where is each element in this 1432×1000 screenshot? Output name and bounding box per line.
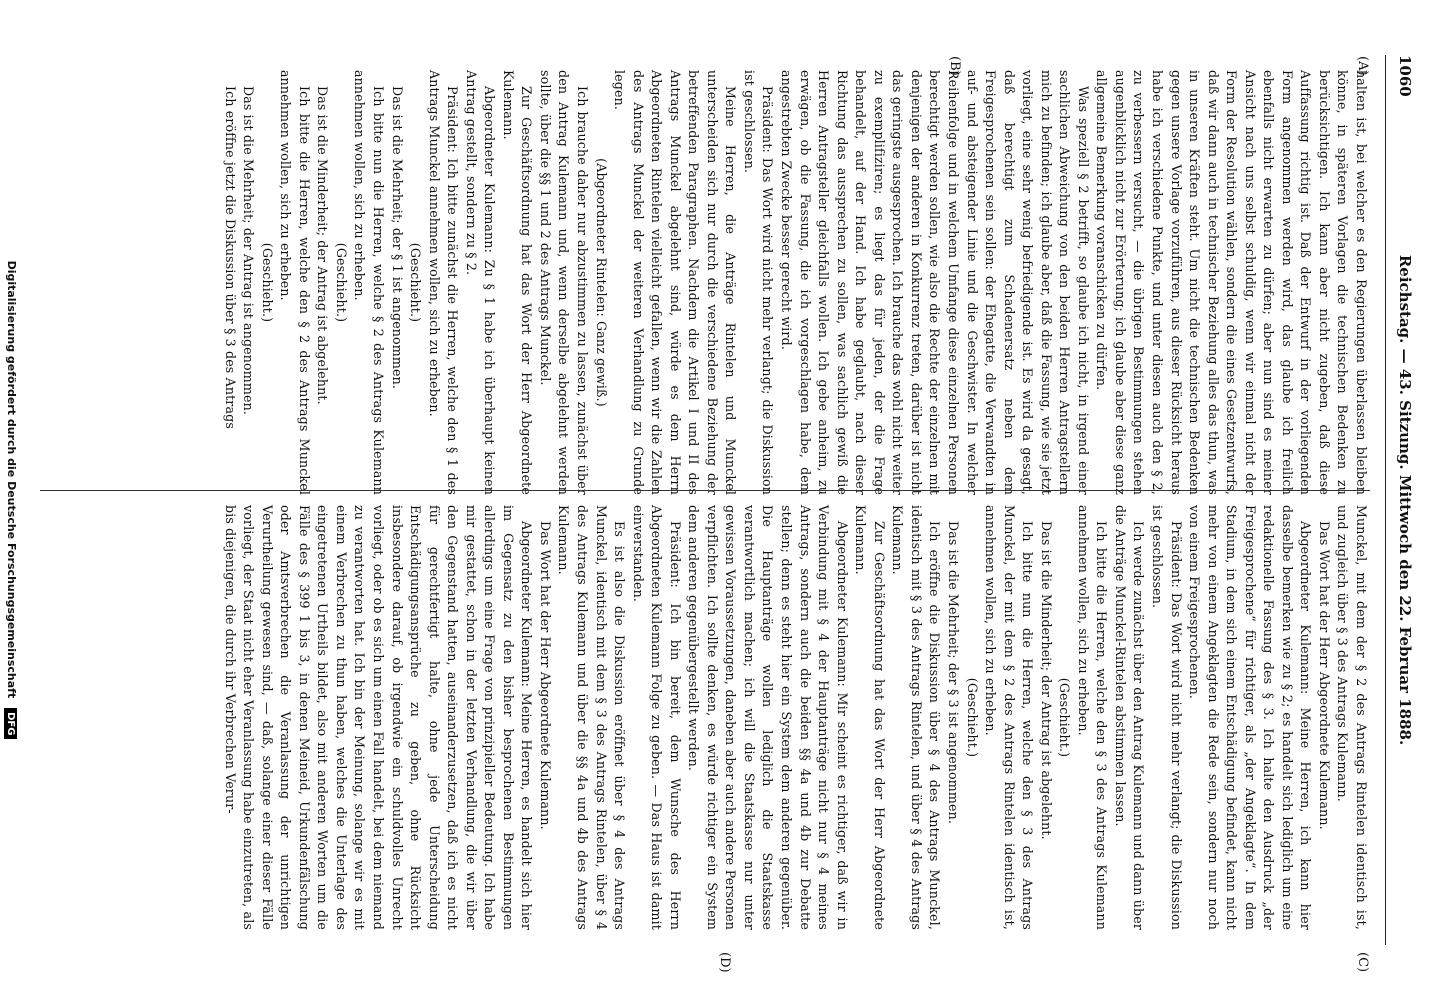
paragraph: Zur Geschäftsordnung hat das Wort der Herr Abgeordnete Kulemann. bbox=[853, 505, 887, 930]
dfg-logo: DFG bbox=[4, 708, 17, 739]
paragraph: Das ist die Mehrheit; der § 3 ist angenommen. bbox=[945, 521, 961, 824]
paragraph: Präsident: Ich bitte zunächst die Herren, welche den § 1 des Antrags Munckel annehmen wollen, sich zu erheben. bbox=[426, 70, 461, 495]
paragraph: Was speziell § 2 betrifft, so glaube ich nicht, in irgend einer sachlichen Abweichung von den beiden Herren Antragstellern mich zu befinden; ich glaube aber, daß die Fassung, wie sie jetzt vorliegt, eine sehr wenig befriedigende ist. Es wird da gesagt, daß berechtigt zum Schadenersatz neben dem Freigesprochenen sein sollen: der Ehegatte, die Verwandten in auf- und absteigender Linie und die Geschwister. In welcher Reihenfolge und in welchem Umfange diese einzelnen Personen berechtigt werden sollen, wie also die Rechte der einzelnen mit denjenigen der anderen in Konkurrenz treten, darüber ist nicht das geringste ausgesprochen. Ich brauche das wohl nicht weiter zu exemplifiziren; es liegt das für jeden, der die Frage behandelt, auf der Hand. Ich habe geglaubt, nach dieser Richtung das aussprechen zu sollen, was sachlich gewiß die Herren Antragsteller gleichfalls wollen. Ich gebe anheim, zu erwägen, ob die Fassung, die ich vorgeschlagen habe, dem angestrebten Zwecke besser gerecht wird. bbox=[779, 70, 1091, 495]
paragraph: Das Wort hat der Herr Abgeordnete Kulemann. bbox=[537, 521, 553, 830]
paragraph: Präsident: Das Wort wird nicht mehr verlangt; die Diskussion ist geschlossen. bbox=[741, 70, 776, 495]
right-text-column bbox=[50, 505, 1370, 930]
paragraph: Abgeordneter Kulemann: Meine Herren, es handelt sich hier im Gegensatz zu den bisher besprochenen Bestimmungen allerdings um eine Frage von prinzipieller Bedeutung. Ich habe mir gestattet, schon in der letzten Verhandlung, die wir über den Gegenstand hatten, auseinanderzusetzen, daß ich es nicht für gerechtfertigt halte, ohne jede Unterscheidung Entschädigungsansprüche zu geben, ohne Rücksicht insbesondere darauf, ob irgendwie ein schuldvolles Unrecht vorliegt, oder ob es sich um einen Fall handelt, bei dem niemand zu verantworten hat. Ich bin der Meinung, solange wir es mit einem Verbrechen zu thun haben, welches die Unterlage des eingetretenen Urtheils bildet, also mit anderen Worten um die Fälle des § 399 1 bis 3, in denen Meineid, Urkundenfälschung oder Amtsverbrechen die Veranlassung der unrichtigen Verurtheilung gewesen sind, — daß, solange einer dieser Fälle vorliegt, der Staat nicht eher Veranlassung habe einzutreten, als bis diejenigen, die durch ihr Verbrechen Verur- bbox=[222, 505, 535, 930]
interjection: (Geschieht.) bbox=[1057, 677, 1073, 758]
paragraph: Ich bitte die Herren, welche den § 3 des Antrags Kulemann annehmen wollen, sich zu erheben. bbox=[1075, 505, 1110, 930]
paragraph: Ich werde zunächst über den Antrag Kulemann und dann über die Anträge Munckel-Rintelen abstimmen lassen. bbox=[1112, 505, 1147, 930]
margin-marker-a: (A) bbox=[1355, 56, 1370, 76]
paragraph: Das ist die Mehrheit; der Antrag ist angenommen. bbox=[241, 86, 257, 415]
interjection: (Geschieht.) bbox=[408, 242, 424, 323]
paragraph: Meine Herren, die Anträge Rintelen und Munckel unterscheiden sich nur durch die verschiedene Beziehung der betreffenden Paragraphen. Nachdem die Artikel I und II des Antrags Munckel abgelehnt sind, würde es dem Herrn Abgeordneten Rintelen vielleicht gefallen, wenn wir die Zahlen des Antrags Munckel der weiteren Verhandlung zu Grunde legen. bbox=[612, 70, 739, 495]
paragraph: Munckel, mit dem der § 2 des Antrags Rintelen identisch ist, und zugleich über § 3 des Antrags Kulemann. bbox=[1335, 505, 1369, 930]
paragraph: Ich brauche daher nur abzustimmen zu lassen, zunächst über den Antrag Kulemann und, wenn derselbe abgelehnt werden sollte, über die §§ 1 und 2 des Antrags Munckel. bbox=[537, 70, 591, 495]
paragraph: Ich eröffne die Diskussion über § 4 des Antrags Munckel, identisch mit § 3 des Antrags Rintelen, und über § 4 des Antrags Kulemann. bbox=[890, 505, 943, 930]
paragraph: Ich bitte nun die Herren, welche den § 3 des Antrags Munckel, der mit dem § 2 des Antrags Rintelen identisch ist, annehmen wollen, sich zu erheben. bbox=[983, 505, 1036, 930]
column-divider bbox=[40, 490, 1370, 491]
page-header bbox=[1388, 55, 1414, 945]
digitization-note: Digitalisierung gefördert durch die Deutsche Forschungsgemeinschaft bbox=[5, 260, 18, 699]
paragraph: Abgeordneter Kulemann: Meine Herren, ich kann hier dasselbe bemerken wie zu § 2; es handelt sich lediglich um eine redaktionelle Fassung des § 3. Ich halte den Ausdruck „der Freigesprochene“ für richtiger, als „der Angeklagte“. In dem Stadium, in dem sich einem Entschädigung befindet, kann nicht mehr von einem Angeklagten die Rede sein, sondern nur noch von einem Freigesprochenen. bbox=[1187, 505, 1314, 930]
interjection: (Abgeordneter Rintelen: Ganz gewiß.) bbox=[593, 158, 609, 407]
paragraph: Ich eröffne jetzt die Diskussion über § 3 des Antrags bbox=[222, 86, 238, 429]
page-title: Reichstag. — 43. Sitzung. Mittwoch den 22. Februar 1888. bbox=[1396, 254, 1414, 746]
left-text-column bbox=[50, 70, 1370, 495]
paragraph: Präsident: Das Wort wird nicht mehr verlangt; die Diskussion ist geschlossen. bbox=[1149, 505, 1184, 930]
margin-marker-b: (B) bbox=[947, 56, 962, 76]
page-number: 1060 bbox=[1396, 55, 1414, 97]
margin-marker-d: (D) bbox=[717, 952, 732, 973]
paragraph: Abgeordneter Kulemann: Mir scheint es richtiger, daß wir in Verbindung mit § 4 der Hauptanträge nicht nur § 4 meines Antrags, sondern auch die beiden §§ 4a und 4b zur Debatte stellen; denn es steht hier ein System dem anderen gegenüber. Die Hauptanträge wollen lediglich die Staatskasse verantwortlich machen; ich will die Staatskasse nur unter gewissen Voraussetzungen, daneben aber auch andere Personen verpflichten. Ich sollte denken, es würde richtiger ein System dem anderen gegenübergestellt werden. bbox=[686, 505, 850, 930]
paragraph: halten ist, bei welcher es den Regierungen überlassen bleiben könne, in späteren Vorlagen die technischen Bedenken zu berücksichtigen. Ich kann aber nicht zugeben, daß diese Auffassung richtig ist. Daß der Entwurf in der vorliegenden Form angenommen werden wird, das glaube ich freilich ebenfalls nicht erwarten zu dürfen; aber nun sind es meiner Ansicht nach uns selbst schuldig, wenn wir einmal nicht der Form der Resolution wählen, sondern die eines Gesetzentwurfs, daß wir dann auch in technischer Beziehung alles das thun, was in unseren Kräften steht. Um nicht die technischen Bedenken gegen unsere Vorlage vorzuführen, aus dieser Rücksicht heraus habe ich verschiedene Punkte, und unter diesen auch den § 2, zu verbessern versucht, — die übrigen Bestimmungen stehen augenblicklich nicht zur Erörterung; ich glaube aber diese ganz allgemeine Bemerkung voranschicken zu dürfen. bbox=[1094, 70, 1369, 495]
interjection: (Geschieht.) bbox=[964, 677, 980, 758]
interjection: (Geschieht.) bbox=[259, 242, 275, 323]
margin-marker-c: (C) bbox=[1355, 952, 1370, 973]
paragraph: Präsident: Ich bin bereit, dem Wunsche des Herrn Abgeordneten Kulemann Folge zu geben. — Das Haus ist damit einverstanden. bbox=[630, 505, 683, 930]
paragraph: Ich bitte nun die Herren, welche § 2 des Antrags Kulemann annehmen wollen, sich zu erheben. bbox=[352, 70, 387, 495]
paragraph: Es ist also die Diskussion eröffnet über § 4 des Antrags Munckel, identisch mit dem § 3 des Antrags Rintelen, über § 4 des Antrags Kulemann und über die §§ 4a und 4b des Antrags Kulemann. bbox=[556, 505, 628, 930]
digitization-footer bbox=[4, 0, 18, 1000]
paragraph: Das ist die Mehrheit; der § 1 ist angenommen. bbox=[389, 86, 405, 389]
paragraph: Zur Geschäftsordnung hat das Wort der Herr Abgeordnete Kulemann. bbox=[500, 70, 535, 495]
header-rule bbox=[1385, 55, 1386, 945]
paragraph: Das ist die Minderheit; der Antrag ist abgelehnt. bbox=[315, 86, 331, 405]
paragraph: Abgeordneter Kulemann: Zu § 1 habe ich überhaupt keinen Antrag gestellt, sondern zu § 2. bbox=[463, 70, 498, 495]
paragraph: Das ist die Minderheit; der Antrag ist abgelehnt. bbox=[1038, 521, 1054, 840]
paragraph: Das Wort hat der Herr Abgeordnete Kulemann. bbox=[1316, 521, 1332, 830]
interjection: (Geschieht.) bbox=[333, 242, 349, 323]
paragraph: Ich bitte die Herren, welche den § 2 des Antrags Munckel annehmen wollen, sich zu erheben. bbox=[278, 70, 312, 495]
